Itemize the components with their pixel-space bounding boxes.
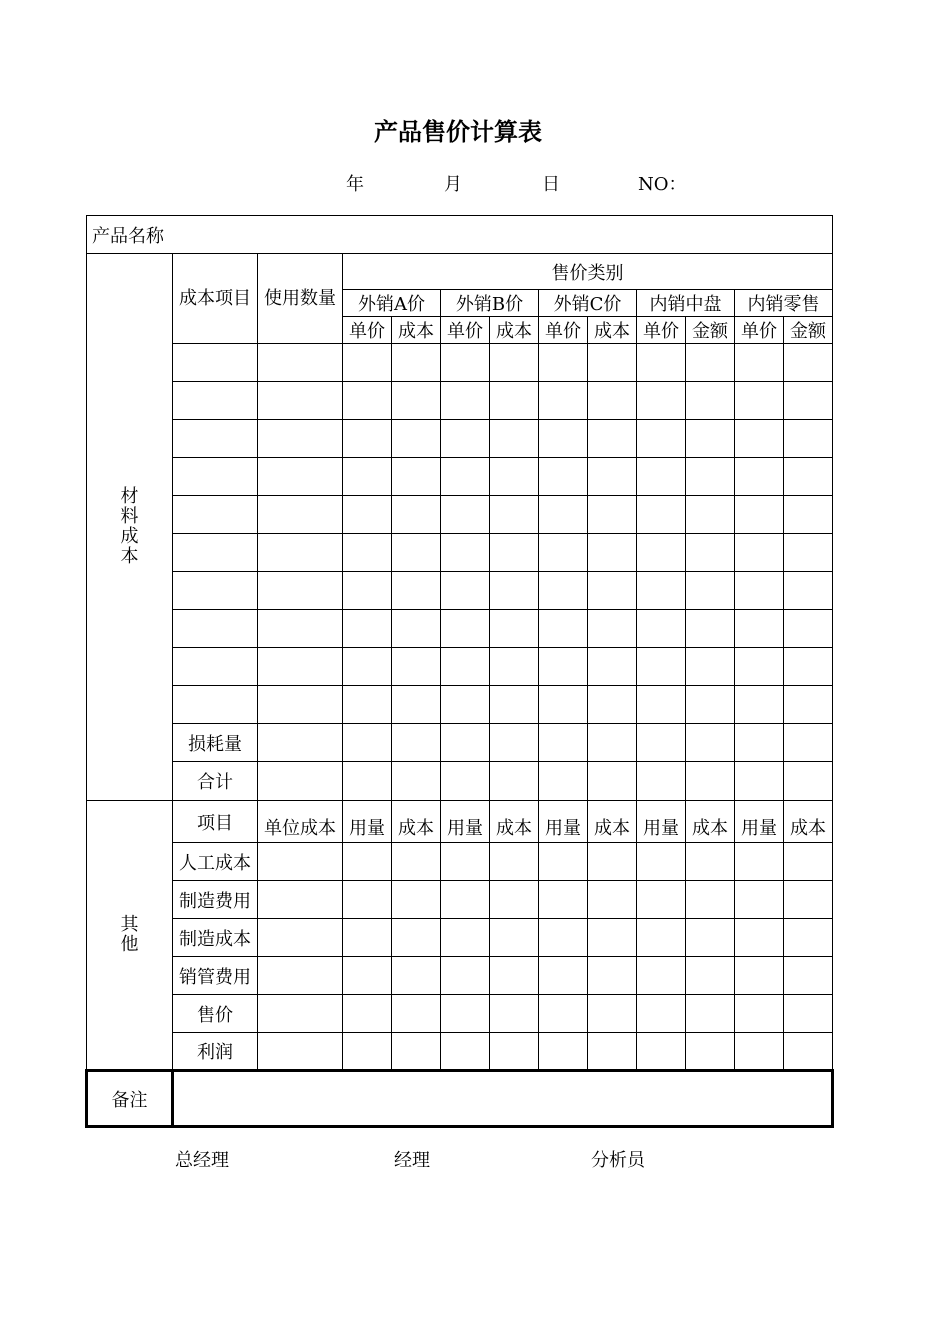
input-cell[interactable] (490, 648, 539, 686)
input-cell[interactable] (735, 919, 784, 957)
price-calculation-table (85, 215, 834, 1128)
input-cell[interactable] (588, 344, 637, 382)
input-cell[interactable] (258, 344, 343, 382)
input-cell[interactable] (490, 534, 539, 572)
input-cell[interactable] (637, 762, 686, 801)
input-cell[interactable] (343, 496, 392, 534)
input-cell[interactable] (392, 686, 441, 724)
table-row (87, 458, 833, 496)
input-cell[interactable] (588, 458, 637, 496)
input-cell[interactable] (588, 382, 637, 420)
table-row (87, 572, 833, 610)
row-label: 售价 (173, 995, 258, 1033)
input-cell[interactable] (441, 843, 490, 881)
other-row (87, 919, 833, 957)
input-cell[interactable] (735, 344, 784, 382)
input-cell[interactable] (784, 458, 833, 496)
input-cell[interactable] (784, 1033, 833, 1071)
input-cell[interactable] (343, 881, 392, 919)
input-cell[interactable] (343, 382, 392, 420)
input-cell[interactable] (392, 881, 441, 919)
input-cell[interactable] (258, 382, 343, 420)
input-cell[interactable] (173, 420, 258, 458)
input-cell[interactable] (784, 610, 833, 648)
input-cell[interactable] (258, 843, 343, 881)
row-label: 损耗量 (173, 724, 258, 762)
input-cell[interactable] (539, 458, 588, 496)
other-header-row (87, 801, 833, 843)
input-cell[interactable] (441, 1033, 490, 1071)
input-cell[interactable] (637, 843, 686, 881)
input-cell[interactable] (392, 572, 441, 610)
input-cell[interactable] (343, 458, 392, 496)
input-cell[interactable] (588, 957, 637, 995)
cost-item-header: 成本项目 (173, 254, 258, 344)
input-cell[interactable] (343, 919, 392, 957)
usage-cost-header: 成本 (686, 801, 735, 843)
input-cell[interactable] (441, 919, 490, 957)
input-cell[interactable] (637, 420, 686, 458)
input-cell[interactable] (735, 724, 784, 762)
row-label: 制造费用 (173, 881, 258, 919)
input-cell[interactable] (539, 881, 588, 919)
category-header: 内销中盘 (637, 290, 735, 317)
table-row (87, 496, 833, 534)
input-cell[interactable] (637, 344, 686, 382)
subheader-cell: 单价 (441, 317, 490, 344)
input-cell[interactable] (588, 610, 637, 648)
input-cell[interactable] (258, 496, 343, 534)
input-cell[interactable] (784, 762, 833, 801)
input-cell[interactable] (441, 995, 490, 1033)
input-cell[interactable] (735, 762, 784, 801)
subheader-cell: 单价 (343, 317, 392, 344)
input-cell[interactable] (637, 957, 686, 995)
input-cell[interactable] (784, 919, 833, 957)
subheader-cell: 成本 (490, 317, 539, 344)
input-cell[interactable] (392, 534, 441, 572)
input-cell[interactable] (735, 957, 784, 995)
number-label: NO： (638, 174, 687, 195)
input-cell[interactable] (588, 1033, 637, 1071)
input-cell[interactable] (441, 496, 490, 534)
input-cell[interactable] (686, 648, 735, 686)
table-row (87, 648, 833, 686)
subheader-cell: 单价 (637, 317, 686, 344)
input-cell[interactable] (686, 420, 735, 458)
input-cell[interactable] (343, 1033, 392, 1071)
input-cell[interactable] (735, 382, 784, 420)
input-cell[interactable] (343, 957, 392, 995)
input-cell[interactable] (392, 648, 441, 686)
input-cell[interactable] (735, 534, 784, 572)
input-cell[interactable] (490, 610, 539, 648)
input-cell[interactable] (343, 534, 392, 572)
input-cell[interactable] (343, 686, 392, 724)
input-cell[interactable] (539, 420, 588, 458)
input-cell[interactable] (784, 995, 833, 1033)
input-cell[interactable] (637, 496, 686, 534)
input-cell[interactable] (784, 957, 833, 995)
input-cell[interactable] (637, 648, 686, 686)
input-cell[interactable] (784, 420, 833, 458)
input-cell[interactable] (490, 919, 539, 957)
input-cell[interactable] (343, 843, 392, 881)
usage-cost-header: 用量 (735, 801, 784, 843)
input-cell[interactable] (343, 995, 392, 1033)
input-cell[interactable] (392, 344, 441, 382)
input-cell[interactable] (490, 762, 539, 801)
input-cell[interactable] (173, 610, 258, 648)
input-cell[interactable] (258, 420, 343, 458)
input-cell[interactable] (539, 496, 588, 534)
table-row (87, 382, 833, 420)
input-cell[interactable] (392, 382, 441, 420)
other-row (87, 1033, 833, 1071)
input-cell[interactable] (686, 1033, 735, 1071)
input-cell[interactable] (343, 572, 392, 610)
month-label: 月 (444, 174, 462, 195)
form-title: 产品售价计算表 (374, 117, 542, 146)
input-cell[interactable] (637, 458, 686, 496)
table-row (87, 534, 833, 572)
input-cell[interactable] (735, 686, 784, 724)
input-cell[interactable] (539, 382, 588, 420)
input-cell[interactable] (686, 382, 735, 420)
input-cell[interactable] (686, 496, 735, 534)
input-cell[interactable] (173, 382, 258, 420)
input-cell[interactable] (539, 610, 588, 648)
input-cell[interactable] (490, 572, 539, 610)
input-cell[interactable] (173, 572, 258, 610)
input-cell[interactable] (258, 881, 343, 919)
subheader-cell: 金额 (686, 317, 735, 344)
category-header: 外销C价 (539, 290, 637, 317)
input-cell[interactable] (173, 458, 258, 496)
input-cell[interactable] (490, 881, 539, 919)
input-cell[interactable] (735, 572, 784, 610)
subheader-cell: 成本 (392, 317, 441, 344)
input-cell[interactable] (539, 572, 588, 610)
subheader-cell: 金额 (784, 317, 833, 344)
input-cell[interactable] (490, 724, 539, 762)
category-header: 外销B价 (441, 290, 539, 317)
input-cell[interactable] (539, 534, 588, 572)
input-cell[interactable] (588, 496, 637, 534)
manager-label: 经理 (394, 1150, 430, 1171)
input-cell[interactable] (258, 534, 343, 572)
input-cell[interactable] (784, 382, 833, 420)
remark-row (87, 1071, 833, 1127)
input-cell[interactable] (490, 420, 539, 458)
input-cell[interactable] (686, 843, 735, 881)
input-cell[interactable] (258, 919, 343, 957)
input-cell[interactable] (490, 458, 539, 496)
subheader-cell: 成本 (588, 317, 637, 344)
usage-cost-header: 成本 (784, 801, 833, 843)
other-row (87, 957, 833, 995)
input-cell[interactable] (637, 610, 686, 648)
input-cell[interactable] (490, 382, 539, 420)
input-cell[interactable] (441, 458, 490, 496)
input-cell[interactable] (735, 420, 784, 458)
input-cell[interactable] (637, 382, 686, 420)
input-cell[interactable] (784, 534, 833, 572)
input-cell[interactable] (173, 534, 258, 572)
input-cell[interactable] (637, 919, 686, 957)
input-cell[interactable] (539, 843, 588, 881)
input-cell[interactable] (173, 344, 258, 382)
input-cell[interactable] (173, 686, 258, 724)
unit-cost-header: 单位成本 (258, 801, 343, 843)
input-cell[interactable] (784, 724, 833, 762)
input-cell[interactable] (441, 957, 490, 995)
input-cell[interactable] (539, 648, 588, 686)
table-row (87, 610, 833, 648)
input-cell[interactable] (441, 534, 490, 572)
input-cell[interactable] (637, 881, 686, 919)
input-cell[interactable] (490, 843, 539, 881)
input-cell[interactable] (686, 534, 735, 572)
input-cell[interactable] (588, 724, 637, 762)
input-cell[interactable] (539, 957, 588, 995)
input-cell[interactable] (441, 344, 490, 382)
general-manager-label: 总经理 (175, 1150, 229, 1171)
input-cell[interactable] (258, 1033, 343, 1071)
input-cell[interactable] (539, 686, 588, 724)
input-cell[interactable] (441, 648, 490, 686)
input-cell[interactable] (441, 686, 490, 724)
input-cell[interactable] (686, 572, 735, 610)
input-cell[interactable] (441, 762, 490, 801)
input-cell[interactable] (735, 995, 784, 1033)
input-cell[interactable] (637, 1033, 686, 1071)
input-cell[interactable] (588, 686, 637, 724)
input-cell[interactable] (258, 458, 343, 496)
input-cell[interactable] (258, 686, 343, 724)
input-cell[interactable] (588, 648, 637, 686)
subheader-cell: 单价 (539, 317, 588, 344)
input-cell[interactable] (735, 881, 784, 919)
input-cell[interactable] (735, 648, 784, 686)
row-label: 制造成本 (173, 919, 258, 957)
input-cell[interactable] (441, 881, 490, 919)
input-cell[interactable] (588, 881, 637, 919)
remark-label: 备注 (87, 1071, 173, 1127)
input-cell[interactable] (392, 496, 441, 534)
usage-cost-header: 用量 (441, 801, 490, 843)
row-label: 销管费用 (173, 957, 258, 995)
input-cell[interactable] (588, 995, 637, 1033)
input-cell[interactable] (441, 724, 490, 762)
input-cell[interactable] (441, 420, 490, 458)
input-cell[interactable] (343, 344, 392, 382)
input-cell[interactable] (343, 610, 392, 648)
input-cell[interactable] (637, 995, 686, 1033)
input-cell[interactable] (637, 534, 686, 572)
input-cell[interactable] (588, 534, 637, 572)
input-cell[interactable] (588, 843, 637, 881)
input-cell[interactable] (539, 1033, 588, 1071)
other-row (87, 843, 833, 881)
input-cell[interactable] (490, 496, 539, 534)
other-label: 其 他 (87, 801, 173, 1071)
product-name-label: 产品名称 (87, 216, 833, 254)
input-cell[interactable] (735, 458, 784, 496)
input-cell[interactable] (784, 344, 833, 382)
input-cell[interactable] (637, 724, 686, 762)
input-cell[interactable] (784, 881, 833, 919)
input-cell[interactable] (637, 572, 686, 610)
input-cell[interactable] (539, 724, 588, 762)
input-cell[interactable] (735, 843, 784, 881)
usage-cost-header: 成本 (588, 801, 637, 843)
analyst-label: 分析员 (591, 1150, 645, 1171)
input-cell[interactable] (441, 572, 490, 610)
usage-qty-header: 使用数量 (258, 254, 343, 344)
input-cell[interactable] (173, 496, 258, 534)
input-cell[interactable] (258, 648, 343, 686)
other-row (87, 995, 833, 1033)
input-cell[interactable] (258, 762, 343, 801)
input-cell[interactable] (392, 1033, 441, 1071)
input-cell[interactable] (258, 995, 343, 1033)
input-cell[interactable] (784, 572, 833, 610)
table-row (87, 420, 833, 458)
remark-input[interactable] (173, 1071, 833, 1127)
input-cell[interactable] (258, 724, 343, 762)
input-cell[interactable] (588, 762, 637, 801)
input-cell[interactable] (258, 610, 343, 648)
row-label: 利润 (173, 1033, 258, 1071)
input-cell[interactable] (392, 458, 441, 496)
input-cell[interactable] (686, 995, 735, 1033)
input-cell[interactable] (686, 686, 735, 724)
input-cell[interactable] (588, 420, 637, 458)
input-cell[interactable] (686, 610, 735, 648)
input-cell[interactable] (392, 957, 441, 995)
usage-cost-header: 成本 (392, 801, 441, 843)
input-cell[interactable] (490, 957, 539, 995)
input-cell[interactable] (441, 382, 490, 420)
category-header: 内销零售 (735, 290, 833, 317)
input-cell[interactable] (735, 610, 784, 648)
input-cell[interactable] (392, 420, 441, 458)
input-cell[interactable] (490, 995, 539, 1033)
price-category-header: 售价类别 (343, 254, 833, 290)
input-cell[interactable] (735, 1033, 784, 1071)
input-cell[interactable] (784, 843, 833, 881)
input-cell[interactable] (784, 648, 833, 686)
item-header: 项目 (173, 801, 258, 843)
material-cost-label: 材 料 成 本 (87, 254, 173, 801)
input-cell[interactable] (686, 344, 735, 382)
input-cell[interactable] (392, 610, 441, 648)
input-cell[interactable] (539, 995, 588, 1033)
input-cell[interactable] (686, 919, 735, 957)
usage-cost-header: 用量 (637, 801, 686, 843)
usage-cost-header: 成本 (490, 801, 539, 843)
input-cell[interactable] (392, 724, 441, 762)
input-cell[interactable] (637, 686, 686, 724)
usage-cost-header: 用量 (343, 801, 392, 843)
input-cell[interactable] (686, 724, 735, 762)
input-cell[interactable] (686, 762, 735, 801)
input-cell[interactable] (343, 762, 392, 801)
input-cell[interactable] (490, 344, 539, 382)
input-cell[interactable] (686, 458, 735, 496)
input-cell[interactable] (392, 843, 441, 881)
usage-cost-header: 用量 (539, 801, 588, 843)
input-cell[interactable] (539, 344, 588, 382)
input-cell[interactable] (490, 1033, 539, 1071)
year-label: 年 (346, 174, 364, 195)
category-header: 外销A价 (343, 290, 441, 317)
input-cell[interactable] (343, 724, 392, 762)
table-row (87, 686, 833, 724)
input-cell[interactable] (686, 881, 735, 919)
input-cell[interactable] (588, 919, 637, 957)
input-cell[interactable] (490, 686, 539, 724)
input-cell[interactable] (735, 496, 784, 534)
input-cell[interactable] (258, 957, 343, 995)
input-cell[interactable] (686, 957, 735, 995)
input-cell[interactable] (392, 919, 441, 957)
input-cell[interactable] (539, 919, 588, 957)
row-label: 合计 (173, 762, 258, 801)
input-cell[interactable] (539, 762, 588, 801)
input-cell[interactable] (441, 610, 490, 648)
table-row (87, 762, 833, 801)
input-cell[interactable] (258, 572, 343, 610)
table-row (87, 344, 833, 382)
input-cell[interactable] (392, 995, 441, 1033)
input-cell[interactable] (173, 648, 258, 686)
row-label: 人工成本 (173, 843, 258, 881)
table-row (87, 724, 833, 762)
input-cell[interactable] (588, 572, 637, 610)
other-row (87, 881, 833, 919)
input-cell[interactable] (392, 762, 441, 801)
input-cell[interactable] (784, 686, 833, 724)
subheader-cell: 单价 (735, 317, 784, 344)
day-label: 日 (542, 174, 560, 195)
input-cell[interactable] (343, 648, 392, 686)
input-cell[interactable] (784, 496, 833, 534)
input-cell[interactable] (343, 420, 392, 458)
